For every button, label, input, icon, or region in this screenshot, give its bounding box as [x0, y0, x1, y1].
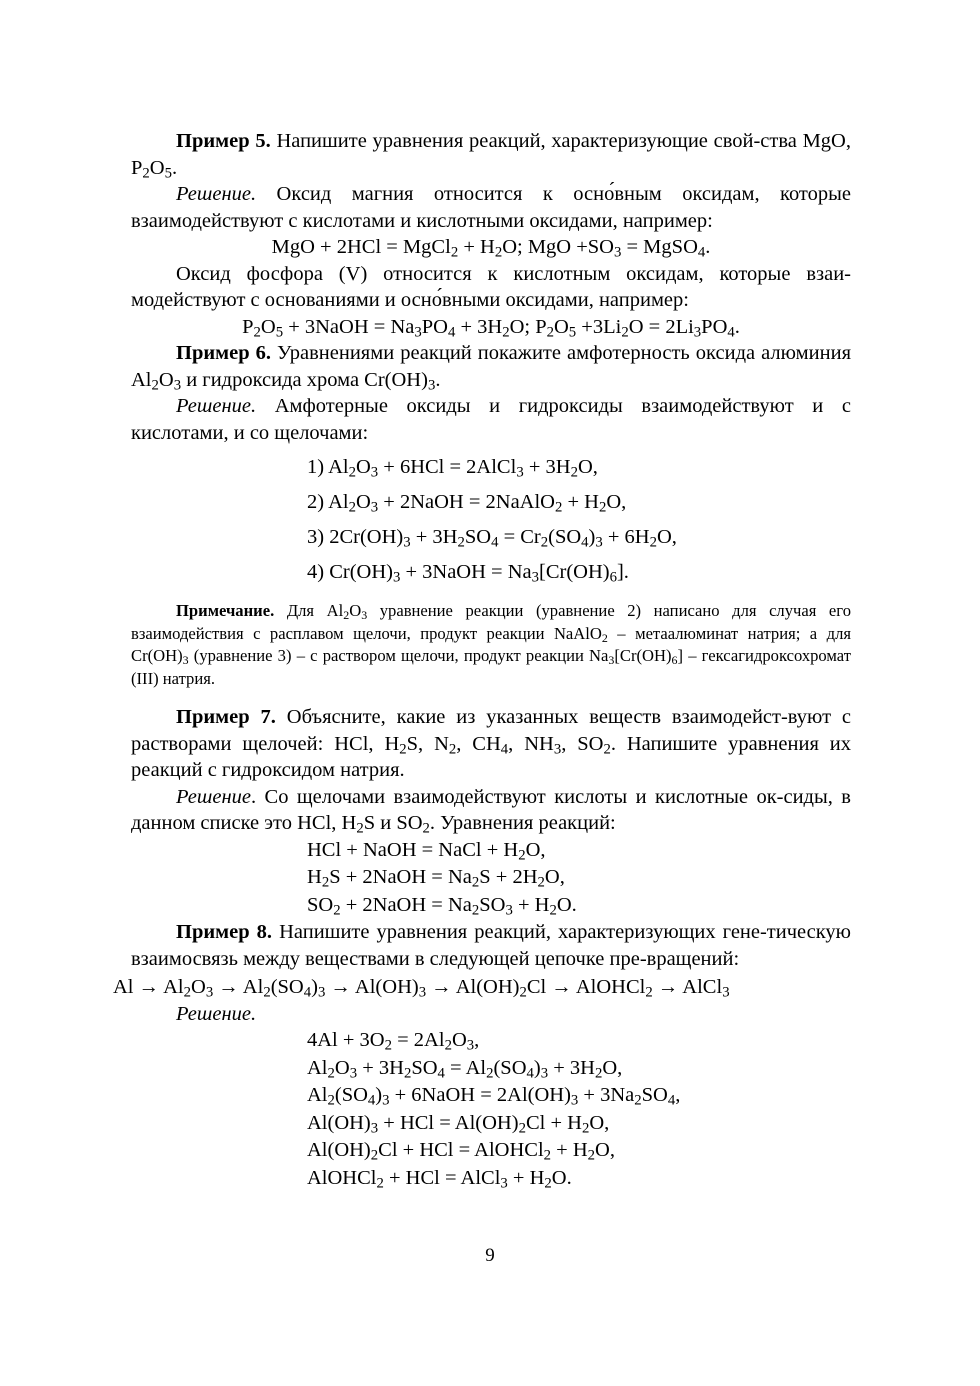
example-6-title: Пример 6.: [176, 342, 272, 364]
example-7-title: Пример 7.: [176, 706, 276, 728]
solution-label: Решение: [176, 785, 251, 808]
equation-list: [131, 1027, 851, 1192]
solution-text: . Со щелочами взаимодействуют кислоты и кислотные ок-сиды, в данном списке это HCl, $H_2S$ и $SO_2$. Уравнения реакций:: [131, 785, 851, 837]
page-content: [113, 128, 852, 1192]
solution-label: Решение.: [176, 395, 257, 417]
equation: $Al_2(SO_4)_3$ + 6NaOH = $2Al(OH)_3 + 3Na_2SO_4$,: [307, 1084, 681, 1109]
equation: 2) $Al_2O_3$ + 2NaOH = 2NaAlO$_2$ + $H_2O$,: [307, 491, 627, 516]
example-5-text: Напишите уравнения реакций, характеризующие свой-ства MgO, $P_2O_5$.: [131, 130, 851, 182]
equation: AlOHCl$_2$ + HCl = AlCl$_3$ + $H_2O$.: [307, 1166, 572, 1192]
example-7-text: Объясните, какие из указанных веществ взаимодейст-вуют с растворами щелочей: HCl, $H_2S$, $N_2$, $CH_4$, $NH_3$, $SO_2$. Напишите уравнения их реакций с гидроксидом натрия.: [131, 706, 852, 781]
equation: MgO + 2HCl = MgCl$_2$ + $H_2O$; MgO $+SO_3$ = MgSO$_4$.: [271, 236, 711, 261]
example-8-title: Пример 8.: [176, 921, 273, 943]
page-number: 9: [485, 1245, 495, 1266]
solution-text: Амфотерные оксиды и гидроксиды взаимодействуют и с кислотами, и со щелочами:: [131, 395, 851, 444]
equation: $Al_2O_3 + 3H_2SO_4 = Al_2(SO_4)_3 + 3H_2O$,: [307, 1056, 623, 1082]
equation: 3) $2Cr(OH)_3 + 3H_2SO_4 = Cr_2(SO_4)_3 + 6H_2O$,: [307, 526, 677, 551]
equation: HCl + NaOH = NaCl + $H_2O$,: [307, 838, 546, 864]
equation: $SO_2$ + 2NaOH = $Na_2SO_3 + H_2O$.: [307, 893, 577, 919]
equation: 1) $Al_2O_3 + 6HCl$ = 2AlCl$_3$ + $3H_2O$,: [307, 456, 598, 481]
example-6-text: Уравнениями реакций покажите амфотерность оксида алюминия $Al_2O_3$ и гидроксида хрома $Cr(OH)_3$.: [131, 342, 851, 394]
example-7-statement: [131, 704, 851, 784]
solution-label: Решение.: [176, 183, 257, 205]
note-label: Примечание.: [176, 601, 275, 620]
equation-list: [131, 837, 851, 920]
note: [131, 600, 851, 690]
example-7-solution: [131, 784, 851, 837]
equation: $Al(OH)_2Cl$ + HCl = AlOHCl$_2$ + $H_2O$,: [307, 1139, 615, 1164]
example-8-statement: [131, 919, 851, 972]
example-6-solution: [131, 393, 851, 446]
equation-list: [131, 450, 851, 590]
example-8-text: Напишите уравнения реакций, характеризующих гене-тическую взаимосвязь между веществами в следующей цепочке пре-вращений:: [131, 921, 851, 970]
paragraph: Оксид фосфора (V) относится к кислотным оксидам, которые взаи-модействуют с основаниями и осно́вными оксидами, например:: [131, 262, 851, 311]
example-5-statement: [131, 128, 851, 181]
equation: $Al(OH)_3$ + HCl = $Al(OH)_2Cl + H_2O$,: [307, 1111, 610, 1137]
example-6-statement: [131, 340, 851, 393]
solution-label: Решение.: [176, 1002, 257, 1025]
example-5-solution: [131, 181, 851, 234]
solution-text: Оксид магния относится к осно́вным оксидам, которые взаимодействуют с кислотами и кислотными оксидами, например:: [131, 183, 851, 232]
note-text: Для $Al_2O_3$ уравнение реакции (уравнение 2) написано для случая его взаимодействия с расплавом щелочи, продукт реакции NaAlO$_2$ – метаалюминат натрия; а для $Cr(OH)_3$ (уравнение 3) – с раствором щелочи, продукт реакции $Na_3[Cr(OH)_6]$ – гексагидроксохромат (III) натрия.: [131, 601, 851, 688]
example-5-title: Пример 5.: [176, 130, 271, 152]
transformation-chain: $Al \to Al_2O_3 \to Al_2(SO_4)_3 \to Al(OH)_3 \to Al(OH)_2Cl$ → AlOHCl$_2$ → AlCl$_3$: [113, 976, 730, 1001]
equation: $4Al + 3O_2 = 2Al_2O_3$,: [307, 1029, 480, 1054]
equation: $H_2S$ + 2NaOH = $Na_2S + 2H_2O$,: [307, 866, 565, 891]
equation: $P_2O_5$ + 3NaOH = $Na_3PO_4 + 3H_2O$; $P_2O_5 +3Li_2O = 2Li_3PO_4$.: [242, 315, 740, 341]
equation: 4) $Cr(OH)_3$ + 3NaOH = $Na_3[Cr(OH)_6]$.: [307, 561, 629, 586]
